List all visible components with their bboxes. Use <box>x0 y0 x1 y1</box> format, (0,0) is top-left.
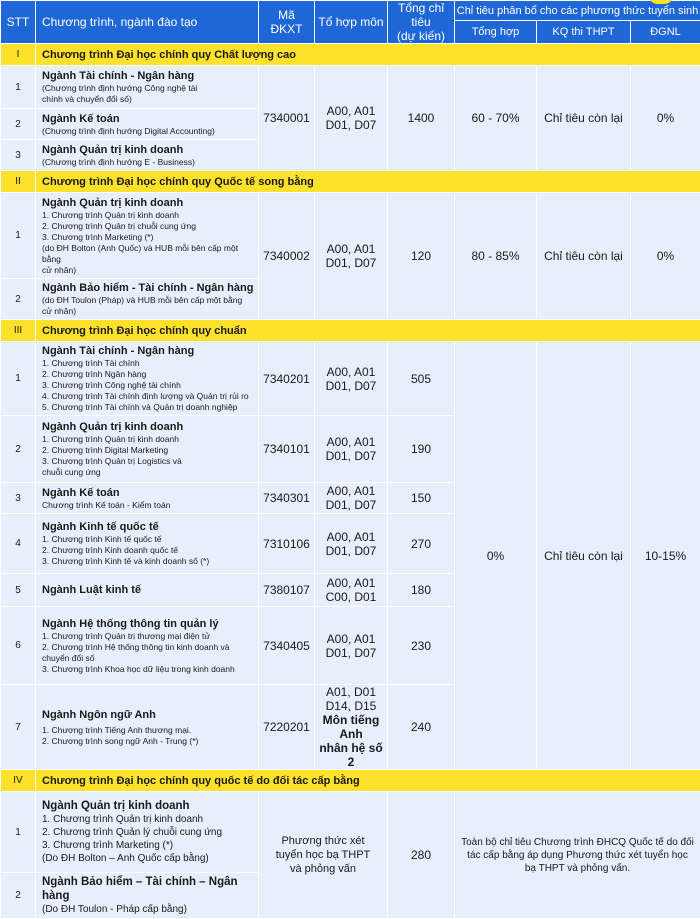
section-row: II Chương trình Đại học chính quy Quốc tế song bằng <box>1 171 700 193</box>
col-alloc: Chỉ tiêu phân bổ cho các phương thức tuyển sinh <box>455 1 700 21</box>
section-row: III Chương trình Đại học chính quy chuẩn <box>1 320 700 342</box>
table-row: 5 Ngành Luật kinh tế 7380107 A00, A01 C00, D01 180 <box>1 574 700 607</box>
section-row: IV Chương trình Đại học chính quy quốc tế do đối tác cấp bằng <box>1 770 700 792</box>
table-row: 7 Ngành Ngôn ngữ Anh 1. Chương trình Tiếng Anh thương mại. 2. Chương trình song ngữ Anh - Trung (*) 7220201 A01, D01 D14, D15 Môn tiếng Anh nhân hệ số 2 240 <box>1 685 700 770</box>
subject-combo: A00, A01 D01, D07 <box>315 342 388 416</box>
total-quota: 280 <box>388 792 455 919</box>
program-code: 7340002 <box>259 193 315 320</box>
table-row: 1 Ngành Quản trị kinh doanh 1. Chương trình Quản trị kinh doanh 2. Chương trình Quản trị chuỗi cung ứng 3. Chương trình Marketing (*) (do ĐH Bolton (Anh Quốc) và HUB mỗi bên cấp một bằng cử nhân) 7340002 A00, A01 D01, D07 120 80 - 85% Chỉ tiêu còn lại 0% <box>1 193 700 279</box>
total-quota: 270 <box>388 514 455 574</box>
total-quota: 1400 <box>388 66 455 171</box>
section-title: Chương trình Đại học chính quy chuẩn <box>36 320 700 342</box>
total-quota: 240 <box>388 685 455 770</box>
quota-exam: Chỉ tiêu còn lại <box>537 66 631 171</box>
program-code: 7340405 <box>259 607 315 685</box>
subject-combo: A00, A01 D01, D07 <box>315 66 388 171</box>
section-title: Chương trình Đại học chính quy quốc tế do đối tác cấp bằng <box>36 770 700 792</box>
quota-composite: 60 - 70% <box>455 66 537 171</box>
total-quota: 180 <box>388 574 455 607</box>
table-row: 6 Ngành Hệ thống thông tin quản lý 1. Chương trình Quản trị thương mại điện tử 2. Chương trình Hệ thống thông tin kinh doanh và chuyển đổi số 3. Chương trình Khoa học dữ liệu trong kinh doanh 7340405 A00, A01 D01, D07 230 <box>1 607 700 685</box>
program-code: 7340301 <box>259 483 315 514</box>
col-method-exam: KQ thi THPT <box>537 21 631 44</box>
total-quota: 505 <box>388 342 455 416</box>
col-method-composite: Tổng hợp <box>455 21 537 44</box>
quota-dgnl: 10-15% <box>631 342 700 770</box>
allocation-note: Toàn bộ chỉ tiêu Chương trình ĐHCQ Quốc tế do đối tác cấp bằng áp dụng Phương thức xét tuyển học bạ THPT và phỏng vấn. <box>455 792 700 919</box>
table-row: 4 Ngành Kinh tế quốc tế 1. Chương trình Kinh tế quốc tế 2. Chương trình Kinh doanh quốc tế 3. Chương trình Kinh tế và kinh doanh số (*) 7310106 A00, A01 D01, D07 270 <box>1 514 700 574</box>
subject-combo: A00, A01 D01, D07 <box>315 607 388 685</box>
col-quota: Tổng chỉ tiêu (dự kiến) <box>388 1 455 44</box>
subject-combo: A00, A01 D01, D07 <box>315 483 388 514</box>
table-row: 3 Ngành Kế toán Chương trình Kế toán - Kiểm toán 7340301 A00, A01 D01, D07 150 <box>1 483 700 514</box>
section-title: Chương trình Đại học chính quy Quốc tế song bằng <box>36 171 700 193</box>
quota-exam: Chỉ tiêu còn lại <box>537 342 631 770</box>
table-row: 2 Ngành Kế toán (Chương trình định hướng Digital Accounting) <box>1 109 700 140</box>
program-code: 7340001 <box>259 66 315 171</box>
quota-composite: 80 - 85% <box>455 193 537 320</box>
table-row: 2 Ngành Quản trị kinh doanh 1. Chương trình Quản trị kinh doanh 2. Chương trình Digital Marketing 3. Chương trình Quản trị Logistics và chuỗi cung ứng 7340101 A00, A01 D01, D07 190 <box>1 416 700 483</box>
program-code: 7310106 <box>259 514 315 574</box>
section-row: I Chương trình Đại học chính quy Chất lượng cao <box>1 44 700 66</box>
quota-composite: 0% <box>455 342 537 770</box>
total-quota: 230 <box>388 607 455 685</box>
subject-combo: A01, D01 D14, D15 Môn tiếng Anh nhân hệ số 2 <box>315 685 388 770</box>
program-code: 7340201 <box>259 342 315 416</box>
table-row: 1 Ngành Quản trị kinh doanh 1. Chương trình Quản trị kinh doanh 2. Chương trình Quản lý chuỗi cung ứng 3. Chương trình Marketing (*) (Do ĐH Bolton – Anh Quốc cấp bằng) Phương thức xét tuyển học bạ THPT và phỏng vấn 280 Toàn bộ chỉ tiêu Chương trình ĐHCQ Quốc tế do đối tác cấp bằng áp dụng Phương thức xét tuyển học bạ THPT và phỏng vấn. <box>1 792 700 873</box>
col-combo: Tổ hợp môn <box>315 1 388 44</box>
program-code: 7380107 <box>259 574 315 607</box>
section-title: Chương trình Đại học chính quy Chất lượng cao <box>36 44 700 66</box>
subject-combo: A00, A01 D01, D07 <box>315 416 388 483</box>
program-code: 7340101 <box>259 416 315 483</box>
total-quota: 150 <box>388 483 455 514</box>
quota-dgnl: 0% <box>631 193 700 320</box>
col-code: Mã ĐKXT <box>259 1 315 44</box>
total-quota: 120 <box>388 193 455 320</box>
table-row: 2 Ngành Bảo hiểm – Tài chính – Ngân hàng (Do ĐH Toulon - Pháp cấp bằng) <box>1 873 700 919</box>
subject-combo: A00, A01 D01, D07 <box>315 514 388 574</box>
program-code: 7220201 <box>259 685 315 770</box>
col-method-dgnl: ĐGNL <box>631 21 700 44</box>
col-stt: STT <box>1 1 36 44</box>
total-quota: 190 <box>388 416 455 483</box>
table-row: 1 Ngành Tài chính - Ngân hàng (Chương trình định hướng Công nghệ tài chính và chuyển đổi số) 7340001 A00, A01 D01, D07 1400 60 - 70% Chỉ tiêu còn lại 0% <box>1 66 700 109</box>
quota-exam: Chỉ tiêu còn lại <box>537 193 631 320</box>
subject-combo: A00, A01 C00, D01 <box>315 574 388 607</box>
table-row: 3 Ngành Quản trị kinh doanh (Chương trình định hướng E - Business) <box>1 140 700 171</box>
subject-combo: A00, A01 D01, D07 <box>315 193 388 320</box>
table-row: 1 Ngành Tài chính - Ngân hàng 1. Chương trình Tài chính 2. Chương trình Ngân hàng 3. Chương trình Công nghệ tài chính 4. Chương trình Tài chính định lượng và Quản trị rủi ro 5. Chương trình Tài chính và Quản trị doanh nghiệp 7340201 A00, A01 D01, D07 505 0% Chỉ tiêu còn lại 10-15% <box>1 342 700 416</box>
col-program: Chương trình, ngành đào tạo <box>36 1 259 44</box>
quota-dgnl: 0% <box>631 66 700 171</box>
admission-method: Phương thức xét tuyển học bạ THPT và phỏng vấn <box>259 792 388 919</box>
table-row: 2 Ngành Bảo hiểm - Tài chính - Ngân hàng (do ĐH Toulon (Pháp) và HUB mỗi bên cấp một bằng cử nhân) <box>1 279 700 320</box>
